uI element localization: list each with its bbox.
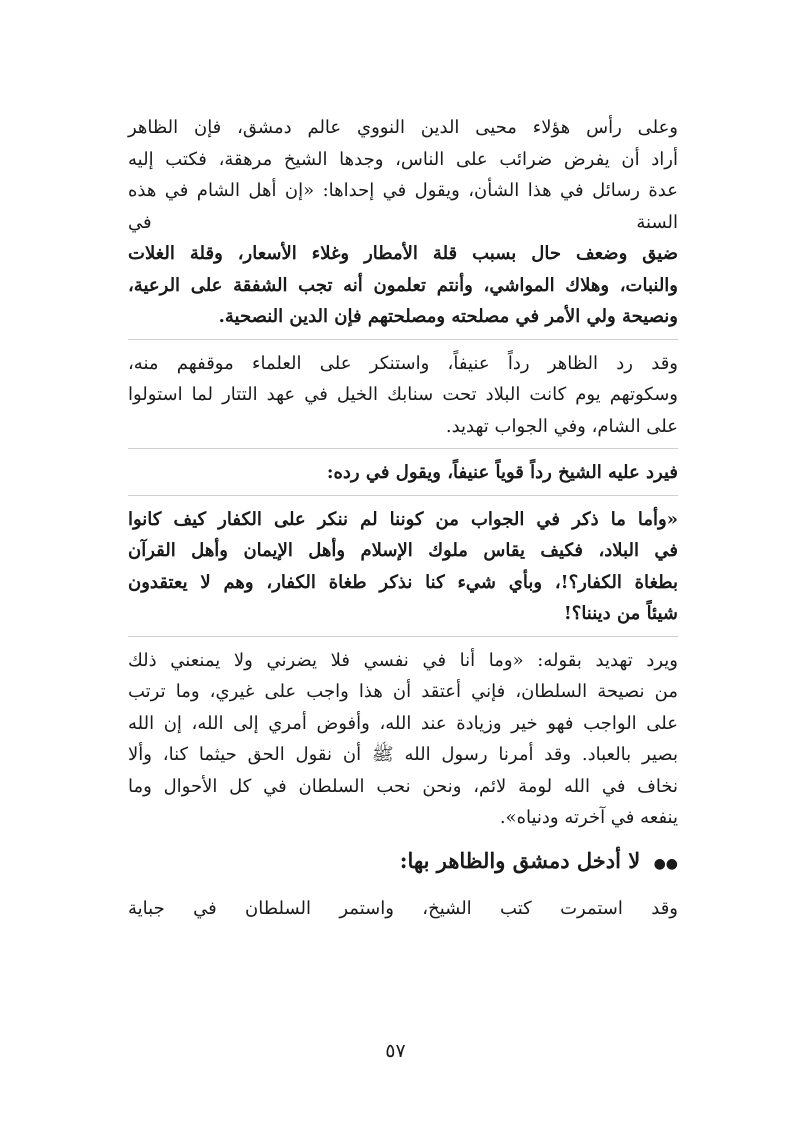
section-heading: [128, 844, 678, 881]
text-line: ويرد تهديد بقوله: «وما أنا في نفسي فلا يضرني ولا يمنعني ذلك: [128, 649, 678, 671]
text-line: وعلى رأس هؤلاء محيى الدين النووي عالم دمشق، فإن الظاهر: [128, 117, 678, 138]
page-number: ٥٧: [385, 1040, 406, 1062]
text-line: بصير بالعباد. وقد أمرنا رسول الله ﷺ أن نقول الحق حيثما كنا، وألا: [128, 744, 678, 765]
paragraph-divider: [128, 339, 678, 340]
paragraph-continuation: [128, 893, 678, 925]
paragraph-nawawi-intro: [128, 112, 678, 333]
heading-text: لا أدخل دمشق والظاهر بها:: [399, 847, 641, 873]
text-line: من نصيحة السلطان، فإني أعتقد أن هذا واجب على غيري، وما ترتب: [128, 681, 678, 702]
paragraph-divider: [128, 448, 678, 449]
text-line: في البلاد، فكيف يقاس ملوك الإسلام وأهل الإيمان وأهل القرآن: [128, 540, 678, 561]
text-line: والنبات، وهلاك المواشي، وأنتم تعلمون أنه تجب الشفقة على الرعية،: [128, 274, 678, 296]
text-line: فيرد عليه الشيخ رداً قوياً عنيفاً، ويقول في رده:: [326, 462, 678, 483]
text-line: ضيق وضعف حال بسبب قلة الأمطار وغلاء الأسعار، وقلة الغلات: [128, 243, 678, 264]
paragraph-sheikh-reply: [128, 457, 678, 489]
page-body: [128, 112, 678, 924]
text-line: على الشام، وفي الجواب تهديد.: [445, 415, 678, 437]
paragraph-quote-kuffar: [128, 504, 678, 630]
text-line: عدة رسائل في هذا الشأن، ويقول في إحداها: «إن أهل الشام في هذه السنة في: [128, 180, 678, 233]
text-line: وقد استمرت كتب الشيخ، واستمر السلطان في جباية: [128, 897, 678, 919]
text-line: على الواجب فهو خير وزيادة عند الله، وأفوض أمري إلى الله، إن الله: [128, 712, 678, 734]
paragraph-zahir-response: [128, 348, 678, 443]
text-line: وسكوتهم يوم كانت البلاد تحت سنابك الخيل في عهد التتار لما استولوا: [128, 384, 678, 405]
text-line: ونصيحة ولي الأمر في مصلحته ومصلحتهم فإن الدين النصحية.: [218, 306, 678, 327]
heading-bullets: ●●: [653, 855, 678, 872]
text-line: وقد رد الظاهر رداً عنيفاً، واستنكر على العلماء موقفهم منه،: [128, 352, 678, 374]
text-line: شيئاً من ديننا؟!: [563, 603, 678, 624]
paragraph-divider: [128, 636, 678, 637]
text-line: «وأما ما ذكر في الجواب من كوننا لم ننكر على الكفار كيف كانوا: [128, 508, 678, 530]
text-line: نخاف في الله لومة لائم، ونحن نحب السلطان في كل الأحوال وما: [128, 775, 678, 797]
paragraph-threat-reply: [128, 645, 678, 834]
text-line: ينفعه في آخرته ودنياه».: [499, 807, 678, 828]
text-line: أراد أن يفرض ضرائب على الناس، وجدها الشيخ مرهقة، فكتب إليه: [128, 148, 678, 170]
paragraph-divider: [128, 495, 678, 496]
text-line: بطغاة الكفار؟!، وبأي شيء كنا نذكر طغاة الكفار، وهم لا يعتقدون: [128, 571, 678, 593]
